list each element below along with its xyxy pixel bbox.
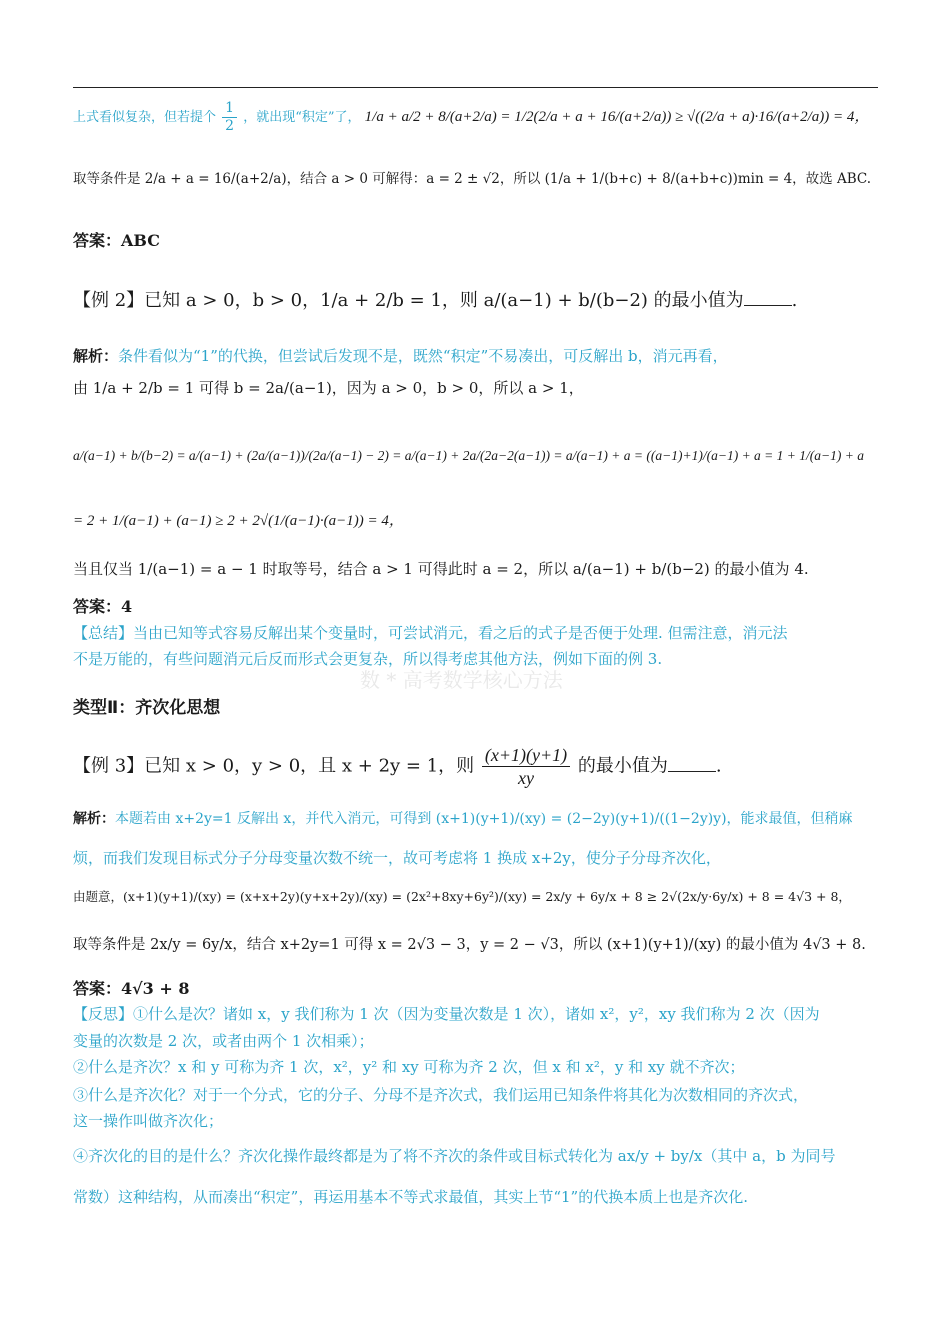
ex2-equal: 当且仅当 1/(a−1) = a − 1 时取等号，结合 a > 1 可得此时 a = 2，所以 a/(a−1) + b/(b−2) 的最小值为 4. xyxy=(73,560,809,578)
reflect-6: ④齐次化的目的是什么？齐次化操作最终都是为了将不齐次的条件或目标式转化为 ax/y + by/x（其中 a，b 为同号 xyxy=(73,1147,836,1165)
answer-blank xyxy=(744,291,792,306)
ex3-analysis-1 xyxy=(73,808,853,830)
ex3-period: . xyxy=(715,755,722,777)
ex3-title xyxy=(73,744,722,789)
ex3-answer: 答案：4√3 + 8 xyxy=(73,979,190,998)
intro-line-1 xyxy=(73,100,869,135)
analysis-text: 条件看似为“1”的代换，但尝试后发现不是，既然“积定”不易凑出，可反解出 b，消元再看， xyxy=(118,347,728,365)
intro-expr-1: 1/a + a/2 + 8/(a+2/a) = 1/2(2/a + a + 16/(a+2/a)) ≥ √((2/a + a)·16/(a+2/a)) = 4， xyxy=(364,109,870,125)
half-fraction: $\frac{1}{2}$ xyxy=(222,100,237,135)
intro-answer: 答案：ABC xyxy=(73,231,160,250)
answer-blank-2 xyxy=(668,757,716,772)
intro-text-1-tail: ，就出现“积定”了， xyxy=(243,110,361,125)
ex2-title-text: 【例 2】已知 a > 0，b > 0，1/a + 2/b = 1，则 a/(a−1) + b/(b−2) 的最小值为 xyxy=(73,290,744,311)
ex2-summary-1: 【总结】当由已知等式容易反解出某个变量时，可尝试消元，看之后的式子是否便于处理. 但需注意，消元法 xyxy=(73,624,788,642)
section-title: 类型Ⅱ：齐次化思想 xyxy=(73,698,221,718)
ex2-bound: = 2 + 1/(a−1) + (a−1) ≥ 2 + 2√(1/(a−1)·(a−1)) = 4， xyxy=(73,513,404,529)
ex3-target-fraction: $\frac{(x+1)(y+1)}{xy}$ xyxy=(482,744,570,789)
intro-text-1: 上式看似复杂，但若提个 xyxy=(73,110,217,125)
ex3-analysis-text-1: 本题若由 x+2y=1 反解出 x，并代入消元，可得到 (x+1)(y+1)/(xy) = (2−2y)(y+1)/((1−2y)y)，能求最值，但稍麻 xyxy=(115,811,853,827)
ex3-main: 由题意，(x+1)(y+1)/(xy) = (x+x+2y)(y+x+2y)/(xy) = (2x²+8xy+6y²)/(xy) = 2x/y + 6y/x + 8 ≥ 2√(2x/y·6y/x) + 8 = 4√3 + 8， xyxy=(73,889,851,904)
ex3-analysis-label: 解析： xyxy=(73,811,115,827)
ex2-title xyxy=(73,290,797,312)
ex2-period: . xyxy=(791,290,798,311)
ex2-answer: 答案：4 xyxy=(73,597,133,616)
ex2-analysis xyxy=(73,345,728,367)
ex3-equal: 取等条件是 2x/y = 6y/x，结合 x+2y=1 可得 x = 2√3 − 3，y = 2 − √3，所以 (x+1)(y+1)/(xy) 的最小值为 4√3 + 8. xyxy=(73,937,866,953)
ex2-summary-2: 不是万能的，有些问题消元后反而形式会更复杂，所以得考虑其他方法，例如下面的例 3. xyxy=(73,650,663,668)
reflect-1: 【反思】①什么是次？诸如 x，y 我们称为 1 次（因为变量次数是 1 次），诸如 x²，y²，xy 我们称为 2 次（因为 xyxy=(73,1005,820,1023)
ex2-derive: 由 1/a + 2/b = 1 可得 b = 2a/(a−1)，因为 a > 0，b > 0，所以 a > 1， xyxy=(73,379,584,397)
ex3-title-b: 的最小值为 xyxy=(577,755,668,777)
reflect-2: 变量的次数是 2 次，或者由两个 1 次相乘）； xyxy=(73,1032,374,1050)
reflect-3: ②什么是齐次？x 和 y 可称为齐 1 次，x²，y² 和 xy 可称为齐 2 次，但 x 和 x²，y 和 xy 就不齐次； xyxy=(73,1058,745,1076)
reflect-7: 常数）这种结构，从而凑出“积定”，再运用基本不等式求最值，其实上节“1”的代换本质上也是齐次化. xyxy=(73,1188,748,1206)
analysis-label: 解析： xyxy=(73,347,119,365)
ex3-analysis-2: 烦，而我们发现目标式分子分母变量次数不统一，故可考虑将 1 换成 x+2y，使分子分母齐次化， xyxy=(73,849,721,867)
ex2-chain: a/(a−1) + b/(b−2) = a/(a−1) + (2a/(a−1))/(2a/(a−1) − 2) = a/(a−1) + 2a/(2a−2(a−1)) = a/(a−1) + a = ((a−1)+1)/(a−1) + a = 1 + 1/(a−1) + a xyxy=(73,448,864,463)
intro-line-2: 取等条件是 2/a + a = 16/(a+2/a)，结合 a > 0 可解得：a = 2 ± √2，所以 (1/a + 1/(b+c) + 8/(a+b+c))min = 4，故选 ABC. xyxy=(73,171,872,187)
header-rule xyxy=(73,87,878,88)
reflect-5: 这一操作叫做齐次化； xyxy=(73,1112,224,1130)
watermark: 数 * 高考数学核心方法 xyxy=(360,668,563,692)
reflect-4: ③什么是齐次化？对于一个分式，它的分子、分母不是齐次式，我们运用已知条件将其化为次数相同的齐次式， xyxy=(73,1086,809,1104)
ex3-title-a: 【例 3】已知 x > 0，y > 0，且 x + 2y = 1，则 xyxy=(73,755,475,777)
